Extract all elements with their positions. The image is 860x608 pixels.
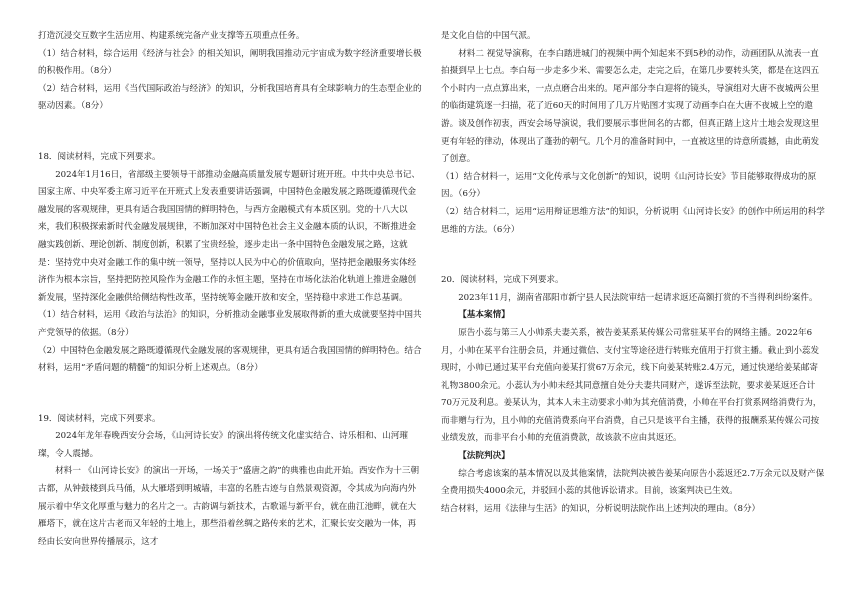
q17-part1: （1）结合材料，综合运用《经济与社会》的相关知识，阐明我国推动元宇宙成为数字经济重要增长极的积极作用。（8分） — [38, 48, 422, 77]
q20-judgment: 综合考虑该案的基本情况以及其他案情，法院判决被告姜某向原告小蕊返还2.7万余元以及财产保全费用损失4000余元，并驳回小蕊的其他诉讼请求。目前，该案判决已生效。 — [441, 468, 825, 497]
q19-part1: （1）结合材料一，运用“文化传承与文化创新”的知识，说明《山河诗长安》节目能够取得成功的原因。（6分） — [441, 171, 817, 200]
q18-material: 2024年1月16日，省部级主要领导干部推动金融高质量发展专题研讨班开班。中共中央总书记、国家主席、中央军委主席习近平在开班式上发表重要讲话强调，中国特色金融发展之路既遵循现代金融发展的客观规律，更具有适合我国国情的鲜明特色，与西方金融模式有本质区别。党的十八大以来，我们积极探索新时代金融发展规律，不断加深对中国特色社会主义金融本质的认识，不断推进金融实践创新、理论创新、制度创新，积累了宝贵经验，逐步走出一条中国特色金融发展之路，这就是：坚持党中央对金融工作的集中统一领导，坚持以人民为中心的价值取向，坚持把金融服务实体经济作为根本宗旨，坚持把防控风险作为金融工作的永恒主题，坚持在市场化法治化轨道上推进金融创新发展，坚持深化金融供给侧结构性改革，坚持统筹金融开放和安全，坚持稳中求进工作总基调。 — [38, 169, 421, 303]
q19-intro: 2024年龙年春晚西安分会场，《山河诗长安》的演出将传统文化虚实结合、诗乐相和、山河璀璨，令人震撼。 — [38, 431, 408, 459]
spacer — [38, 116, 423, 149]
q17-part2: （2）结合材料，运用《当代国际政治与经济》的知识，分析我国培育具有全球影响力的生态型企业的驱动因素。（8分） — [38, 83, 422, 112]
q19-part2: （2）结合材料二，运用“运用辩证思维方法”的知识，分析说明《山河诗长安》的创作中所运用的科学思维的方法。（6分） — [441, 206, 825, 235]
intro-end-text: 打造沉浸交互数字生活应用、构建系统完备产业支撑等五项重点任务。 — [38, 31, 305, 41]
left-column — [38, 28, 423, 551]
q20-task: 结合材料，运用《法律与生活》的知识，分析说明法院作出上述判决的理由。（8分） — [441, 503, 761, 514]
spacer — [38, 378, 423, 411]
q18-title: 18．阅读材料，完成下列要求。 — [38, 151, 161, 162]
q19-material1: 材料一 《山河诗长安》的演出一开场，一场关于“盛唐之韵”的典雅也由此开始。西安作为十三朝古都，从钟鼓楼到兵马俑，从大雁塔到明城墙，丰富的名胜古迹与自然景观资源，令其成为向海内外展示着中华文化厚重与魅力的名片之一。古韵调与新技术，古歌谣与新平台，就在曲江池畔，就在大雁塔下，就在这片古老而又年轻的土地上，那些沿着丝绸之路传来的艺术，汇聚长安交融为一体，再经由长安向世界传播展示，这才 — [38, 466, 420, 547]
q20-judgment-label: 【法院判决】 — [458, 451, 510, 462]
q18-part2: （2）中国特色金融发展之路既遵循现代金融发展的客观规律，更具有适合我国国情的鲜明特色。结合材料，运用“矛盾问题的精髓”的知识分析上述观点。（8分） — [38, 345, 422, 374]
q20-facts: 原告小蕊与第三人小帅系夫妻关系，被告姜某系某传媒公司常驻某平台的网络主播。2022年6月，小帅在某平台注册会员，并通过微信、支付宝等途径进行转账充值用于打赏主播。截止到小蕊发现时，小帅已通过某平台充值向姜某打赏67万余元，线下向姜某转账2.4万元，通过快递给姜某邮寄礼物3800余元。小蕊认为小帅未经其同意擅自处分夫妻共同财产，遂诉至法院，要求姜某返还合计70万元及利息。姜某认为，其本人未主动要求小帅为其充值消费，小帅在平台打赏系网络消费行为，而非赠与行为，且小帅的充值消费系向平台消费，自己只是该平台主播，获得的报酬系某传媒公司按业绩发放，而非平台小帅的充值消费款，故该款不应由其返还。 — [441, 327, 822, 444]
q19-material2: 材料二 视觉导演称，在李白踏进城门的视频中两个知起来不到5秒的动作，动画团队从流表一直拍摄到早上七点。李白每一步走多少米、需要怎么走，走完之后，在第几步要转头笑，都是在这四五个小时内一点点算出来，一点点磨合出来的。尾声部分李白迎将的镜头，导演组对大唐不夜城两公里的临街建筑逐一扫描，花了近60天的时间用了几万片贴图才实现了动画李白在大唐不夜城上空的遨游。谈及创作初衷，西安会场导演说，我们要展示事世间名的古都，但真正踏上这片土地会发现这里更有年轻的律动，体现出了蓬勃的朝气。几个月的准备时间中，一直被这里的诗意所震撼，由此萌发了创意。 — [441, 48, 820, 165]
spacer — [441, 239, 826, 272]
q18-part1: （1）结合材料，运用《政治与法治》的知识，分析推动金融事业发展取得新的重大成就要坚持中国共产党领导的依据。（8分） — [38, 310, 422, 338]
q19-title: 19．阅读材料，完成下列要求。 — [38, 413, 161, 424]
q19-material1-end: 是文化自信的中国气派。 — [441, 31, 536, 41]
q20-title: 20．阅读材料，完成下列要求。 — [441, 275, 564, 286]
q20-facts-label: 【基本案情】 — [458, 310, 510, 321]
right-column — [441, 28, 826, 518]
q20-intro: 2023年11月，湖南省邵阳市新宁县人民法院审结一起请求返还高额打赏的不当得利纠纷案件。 — [458, 292, 818, 303]
